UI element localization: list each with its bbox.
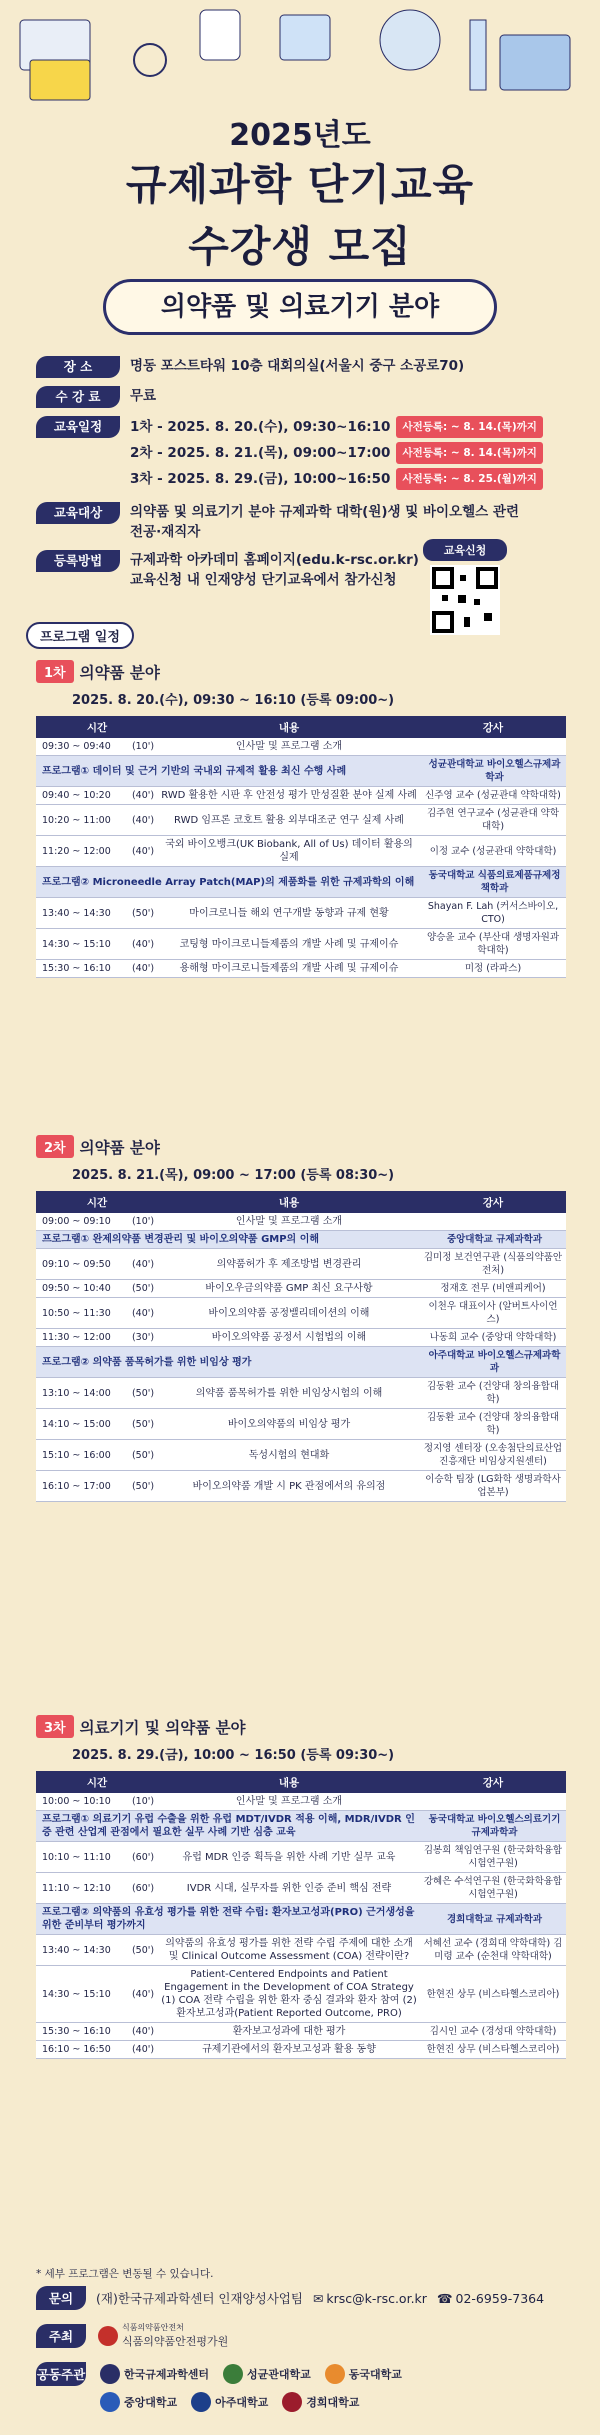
table-row xyxy=(36,1842,566,1873)
content-cell: 의약품허가 후 제조방법 변경관리 xyxy=(158,1249,420,1280)
content-cell: 독성시험의 현대화 xyxy=(158,1440,420,1471)
session-1-date: 2025. 8. 20.(수), 09:30 ~ 16:10 (등록 09:00~) xyxy=(72,693,395,708)
speaker-cell: Shayan F. Lah (커서스바이오, CTO) xyxy=(420,898,566,929)
content-cell: 인사말 및 프로그램 소개 xyxy=(158,1793,420,1811)
table-row xyxy=(36,1471,566,1502)
program-host: 경희대학교 규제과학과 xyxy=(420,1904,566,1935)
schedule-3: 3차 - 2025. 8. 29.(금), 10:00~16:50 xyxy=(130,471,391,487)
session-3-table xyxy=(36,1771,566,2059)
time-cell: 15:10 ~ 16:00 xyxy=(36,1440,128,1471)
speaker-cell: 나동희 교수 (중앙대 약학대학) xyxy=(420,1329,566,1347)
speaker-cell: 이승학 팀장 (LG화학 생명과학사업본부) xyxy=(420,1471,566,1502)
speaker-cell: 양승윤 교수 (부산대 생명자원과학대학) xyxy=(420,929,566,960)
duration-cell: (10') xyxy=(128,1793,158,1811)
content-cell: 의약품의 유효성 평가를 위한 전략 수립 주제에 대한 소개 및 Clinical Outcome Assessment (COA) 전략이란? xyxy=(158,1935,420,1966)
speaker-cell: 김미정 보건연구관 (식품의약품안전처) xyxy=(420,1249,566,1280)
schedule-2: 2차 - 2025. 8. 21.(목), 09:00~17:00 xyxy=(130,445,391,461)
content-cell: 바이오의약품 공정서 시험법의 이해 xyxy=(158,1329,420,1347)
time-cell: 14:30 ~ 15:10 xyxy=(36,1966,128,2023)
qr-code-icon[interactable] xyxy=(430,565,500,635)
time-cell: 09:50 ~ 10:40 xyxy=(36,1280,128,1298)
table-row xyxy=(36,836,566,867)
program-title: 프로그램① 완제의약품 변경관리 및 바이오의약품 GMP의 이해 xyxy=(36,1231,420,1249)
duration-cell: (40') xyxy=(128,2023,158,2041)
program-header-row xyxy=(36,1904,566,1935)
time-cell: 09:40 ~ 10:20 xyxy=(36,787,128,805)
duration-cell: (60') xyxy=(128,1873,158,1904)
content-cell: Patient-Centered Endpoints and Patient Engagement in the Development of COA Strategy (1) COA 전략 수립을 위한 환자 중심 결과와 환자 참여 (2) 환자보고성과(Patient Reported Outcome, PRO) xyxy=(158,1966,420,2023)
program-title: 프로그램② Microneedle Array Patch(MAP)의 제품화를 위한 규제과학의 이해 xyxy=(36,867,420,898)
reg-deadline-3: 사전등록: ~ 8. 25.(월)까지 xyxy=(396,468,542,490)
content-cell: 국외 바이오뱅크(UK Biobank, All of Us) 데이터 활용의 실제 xyxy=(158,836,420,867)
duration-cell: (40') xyxy=(128,805,158,836)
program-title: 프로그램② 의약품 품목허가를 위한 비임상 평가 xyxy=(36,1347,420,1378)
table-row xyxy=(36,1329,566,1347)
reg-deadline-1: 사전등록: ~ 8. 14.(목)까지 xyxy=(396,416,542,438)
content-cell: 용해형 마이크로니들제품의 개발 사례 및 규제이슈 xyxy=(158,960,420,978)
speaker-cell: 정지영 센터장 (오송첨단의료산업진흥재단 비임상지원센터) xyxy=(420,1440,566,1471)
session-2-date: 2025. 8. 21.(목), 09:00 ~ 17:00 (등록 08:30~) xyxy=(72,1168,395,1183)
ajou-logo-icon xyxy=(191,2392,211,2412)
duration-cell: (50') xyxy=(128,1935,158,1966)
duration-cell: (50') xyxy=(128,1471,158,1502)
duration-cell: (50') xyxy=(128,1440,158,1471)
time-cell: 10:50 ~ 11:30 xyxy=(36,1298,128,1329)
speaker-cell xyxy=(420,1793,566,1811)
speaker-cell: 정재호 전무 (비앤피케어) xyxy=(420,1280,566,1298)
duration-cell: (50') xyxy=(128,898,158,929)
session-2-table xyxy=(36,1191,566,1502)
cau-logo: 중앙대학교 xyxy=(100,2392,177,2412)
cohost-tag: 공동주관 xyxy=(36,2362,86,2386)
fee-tag: 수 강 료 xyxy=(36,386,120,408)
skku-logo-icon xyxy=(223,2364,243,2384)
col-speaker: 강사 xyxy=(420,1191,566,1213)
program-host: 동국대학교 바이오헬스의료기기규제과학과 xyxy=(420,1811,566,1842)
host-row xyxy=(36,2322,576,2349)
session-1-table xyxy=(36,716,566,978)
table-row xyxy=(36,805,566,836)
duration-cell: (60') xyxy=(128,1842,158,1873)
inquiry-tag: 문의 xyxy=(36,2286,86,2310)
krsc-logo: 한국규제과학센터 xyxy=(100,2364,209,2384)
register-2: 교육신청 내 인재양성 단기교육에서 참가신청 xyxy=(130,572,397,588)
schedule-1: 1차 - 2025. 8. 20.(수), 09:30~16:10 xyxy=(130,419,391,435)
email-icon: ✉ xyxy=(312,2290,324,2306)
time-cell: 11:20 ~ 12:00 xyxy=(36,836,128,867)
table-row xyxy=(36,1409,566,1440)
time-cell: 10:10 ~ 11:10 xyxy=(36,1842,128,1873)
khu-logo: 경희대학교 xyxy=(282,2392,359,2412)
duration-cell: (30') xyxy=(128,1329,158,1347)
program-header-row xyxy=(36,1811,566,1842)
speaker-cell: 신주영 교수 (성균관대 약학대학) xyxy=(420,787,566,805)
content-cell: RWD 활용한 시판 후 안전성 평가 만성질환 분야 실제 사례 xyxy=(158,787,420,805)
speaker-cell: 강혜은 수석연구원 (한국화학융합시험연구원) xyxy=(420,1873,566,1904)
content-cell: 유럽 MDR 인증 획득을 위한 사례 기반 실무 교육 xyxy=(158,1842,420,1873)
table-row xyxy=(36,1793,566,1811)
place-tag: 장 소 xyxy=(36,356,120,378)
col-speaker: 강사 xyxy=(420,1771,566,1793)
speaker-cell: 김시인 교수 (경성대 약학대학) xyxy=(420,2023,566,2041)
col-content: 내용 xyxy=(158,716,420,738)
table-row xyxy=(36,1440,566,1471)
speaker-cell xyxy=(420,1213,566,1231)
table-row xyxy=(36,960,566,978)
duration-cell: (40') xyxy=(128,960,158,978)
duration-cell: (40') xyxy=(128,2041,158,2059)
time-cell: 14:30 ~ 15:10 xyxy=(36,929,128,960)
time-cell: 09:30 ~ 09:40 xyxy=(36,738,128,756)
speaker-cell: 한현진 상무 (비스타헬스코리아) xyxy=(420,2041,566,2059)
session-3-badge: 3차 xyxy=(36,1715,74,1738)
col-speaker: 강사 xyxy=(420,716,566,738)
speaker-cell: 김주현 연구교수 (성균관대 약학대학) xyxy=(420,805,566,836)
page-subtitle: 수강생 모집 xyxy=(188,222,412,271)
target-tag: 교육대상 xyxy=(36,502,120,524)
register-tag: 등록방법 xyxy=(36,550,120,572)
time-cell: 13:10 ~ 14:00 xyxy=(36,1378,128,1409)
duration-cell: (50') xyxy=(128,1409,158,1440)
content-cell: 환자보고성과에 대한 평가 xyxy=(158,2023,420,2041)
speaker-cell: 서혜선 교수 (경희대 약학대학) 김미령 교수 (순천대 약학대학) xyxy=(420,1935,566,1966)
dongguk-logo: 동국대학교 xyxy=(325,2364,402,2384)
content-cell: 바이오우금의약품 GMP 최신 요구사항 xyxy=(158,1280,420,1298)
speaker-cell: 김동환 교수 (건양대 창의융합대학) xyxy=(420,1409,566,1440)
program-title: 프로그램① 데이터 및 근거 기반의 국내외 규제적 활용 최신 수행 사례 xyxy=(36,756,420,787)
content-cell: 인사말 및 프로그램 소개 xyxy=(158,738,420,756)
duration-cell: (50') xyxy=(128,1280,158,1298)
program-title: 프로그램② 의약품의 유효성 평가를 위한 전략 수립: 환자보고성과(PRO) 근거생성을 위한 준비부터 평가까지 xyxy=(36,1904,420,1935)
time-cell: 16:10 ~ 16:50 xyxy=(36,2041,128,2059)
dongguk-logo-icon xyxy=(325,2364,345,2384)
table-row xyxy=(36,2023,566,2041)
session-1-title: 의약품 분야 xyxy=(79,663,160,682)
table-row xyxy=(36,787,566,805)
place-value: 명동 포스트타워 10층 대회의실(서울시 중구 소공로70) xyxy=(130,358,465,374)
time-cell: 13:40 ~ 14:30 xyxy=(36,1935,128,1966)
speaker-cell xyxy=(420,738,566,756)
table-row xyxy=(36,898,566,929)
duration-cell: (40') xyxy=(128,1966,158,2023)
col-time: 시간 xyxy=(36,1191,158,1213)
time-cell: 15:30 ~ 16:10 xyxy=(36,960,128,978)
session-2 xyxy=(36,1135,566,1502)
speaker-cell: 김봉희 책임연구원 (한국화학융합시험연구원) xyxy=(420,1842,566,1873)
table-row xyxy=(36,738,566,756)
time-cell: 10:00 ~ 10:10 xyxy=(36,1793,128,1811)
khu-logo-icon xyxy=(282,2392,302,2412)
table-row xyxy=(36,1213,566,1231)
table-row xyxy=(36,1280,566,1298)
table-row xyxy=(36,1249,566,1280)
schedule-tag: 교육일정 xyxy=(36,416,120,438)
duration-cell: (40') xyxy=(128,836,158,867)
program-host: 아주대학교 바이오헬스규제과학과 xyxy=(420,1347,566,1378)
time-cell: 15:30 ~ 16:10 xyxy=(36,2023,128,2041)
krsc-logo-icon xyxy=(100,2364,120,2384)
register-1[interactable]: 규제과학 아카데미 홈페이지(edu.k-rsc.or.kr) xyxy=(130,552,419,568)
program-header-row xyxy=(36,867,566,898)
program-header-row xyxy=(36,1231,566,1249)
inquiry-row xyxy=(36,2286,576,2310)
skku-logo: 성균관대학교 xyxy=(223,2364,311,2384)
duration-cell: (50') xyxy=(128,1378,158,1409)
program-host: 성균관대학교 바이오헬스규제과학과 xyxy=(420,756,566,787)
time-cell: 09:00 ~ 09:10 xyxy=(36,1213,128,1231)
year-label: 2025년도 xyxy=(229,118,371,153)
table-row xyxy=(36,1298,566,1329)
speaker-cell: 이천우 대표이사 (알버트사이언스) xyxy=(420,1298,566,1329)
reg-deadline-2: 사전등록: ~ 8. 14.(목)까지 xyxy=(396,442,542,464)
qr-box[interactable] xyxy=(423,539,507,639)
qr-label: 교육신청 xyxy=(423,539,507,561)
table-row xyxy=(36,1935,566,1966)
time-cell: 13:40 ~ 14:30 xyxy=(36,898,128,929)
program-header-row xyxy=(36,1347,566,1378)
time-cell: 09:10 ~ 09:50 xyxy=(36,1249,128,1280)
speaker-cell: 김동환 교수 (건양대 창의융합대학) xyxy=(420,1378,566,1409)
inquiry-email[interactable]: krsc@k-rsc.or.kr xyxy=(326,2290,427,2306)
target-2: 전공·재직자 xyxy=(130,524,201,540)
host-parent: 식품의약품안전처 xyxy=(122,2323,184,2332)
col-content: 내용 xyxy=(158,1771,420,1793)
speaker-cell: 한현진 상무 (비스타헬스코리아) xyxy=(420,1966,566,2023)
duration-cell: (40') xyxy=(128,1249,158,1280)
speaker-cell: 이정 교수 (성균관대 약학대학) xyxy=(420,836,566,867)
session-1-badge: 1차 xyxy=(36,660,74,683)
target-1: 의약품 및 의료기기 분야 규제과학 대학(원)생 및 바이오헬스 관련 xyxy=(130,504,520,520)
duration-cell: (10') xyxy=(128,1213,158,1231)
col-time: 시간 xyxy=(36,716,158,738)
cohost-row xyxy=(36,2362,576,2412)
science-illustration-icon xyxy=(0,0,600,110)
session-1 xyxy=(36,660,566,978)
content-cell: 마이크로니들 해외 연구개발 동향과 규제 현황 xyxy=(158,898,420,929)
content-cell: IVDR 시대, 실무자를 위한 인증 준비 핵심 전략 xyxy=(158,1873,420,1904)
program-host: 중앙대학교 규제과학과 xyxy=(420,1231,566,1249)
field-pill: 의약품 및 의료기기 분야 xyxy=(103,279,497,335)
program-header-row xyxy=(36,756,566,787)
table-row xyxy=(36,1378,566,1409)
table-row xyxy=(36,1966,566,2023)
inquiry-team: (재)한국규제과학센터 인재양성사업팀 xyxy=(96,2291,303,2306)
session-2-badge: 2차 xyxy=(36,1135,74,1158)
time-cell: 14:10 ~ 15:00 xyxy=(36,1409,128,1440)
time-cell: 11:30 ~ 12:00 xyxy=(36,1329,128,1347)
session-3-title: 의료기기 및 의약품 분야 xyxy=(79,1718,246,1737)
content-cell: 코팅형 마이크로니들제품의 개발 사례 및 규제이슈 xyxy=(158,929,420,960)
session-3-date: 2025. 8. 29.(금), 10:00 ~ 16:50 (등록 09:30~) xyxy=(72,1748,395,1763)
content-cell: 바이오의약품의 비임상 평가 xyxy=(158,1409,420,1440)
program-host: 동국대학교 식품의료제품규제정책학과 xyxy=(420,867,566,898)
content-cell: RWD 임프론 코호트 활용 외부대조군 연구 실제 사례 xyxy=(158,805,420,836)
content-cell: 규제기관에서의 환자보고성과 활용 동향 xyxy=(158,2041,420,2059)
table-row xyxy=(36,2041,566,2059)
duration-cell: (10') xyxy=(128,738,158,756)
host-name: 식품의약품안전평가원 xyxy=(122,2335,229,2348)
hero-section xyxy=(0,0,600,356)
program-schedule-label: 프로그램 일정 xyxy=(26,622,134,649)
program-title: 프로그램① 의료기기 유럽 수출을 위한 유럽 MDT/IVDR 적용 이해, MDR/IVDR 인증 관련 산업계 관점에서 필요한 실무 사례 기반 심층 교육 xyxy=(36,1811,420,1842)
content-cell: 바이오의약품 개발 시 PK 관점에서의 유의점 xyxy=(158,1471,420,1502)
fee-value: 무료 xyxy=(130,388,157,404)
col-time: 시간 xyxy=(36,1771,158,1793)
time-cell: 11:10 ~ 12:10 xyxy=(36,1873,128,1904)
ajou-logo: 아주대학교 xyxy=(191,2392,268,2412)
table-row xyxy=(36,929,566,960)
duration-cell: (40') xyxy=(128,787,158,805)
duration-cell: (40') xyxy=(128,1298,158,1329)
session-3 xyxy=(36,1715,566,2059)
content-cell: 바이오의약품 공정밸리데이션의 이해 xyxy=(158,1298,420,1329)
time-cell: 16:10 ~ 17:00 xyxy=(36,1471,128,1502)
mfds-logo-icon xyxy=(98,2326,118,2346)
phone-icon: ☎ xyxy=(436,2290,453,2306)
inquiry-phone[interactable]: 02-6959-7364 xyxy=(455,2290,545,2306)
content-cell: 의약품 품목허가를 위한 비임상시험의 이해 xyxy=(158,1378,420,1409)
col-content: 내용 xyxy=(158,1191,420,1213)
program-note: * 세부 프로그램은 변동될 수 있습니다. xyxy=(36,2268,214,2280)
duration-cell: (40') xyxy=(128,929,158,960)
host-tag: 주최 xyxy=(36,2324,86,2348)
session-2-title: 의약품 분야 xyxy=(79,1138,160,1157)
table-row xyxy=(36,1873,566,1904)
content-cell: 인사말 및 프로그램 소개 xyxy=(158,1213,420,1231)
page-title: 규제과학 단기교육 xyxy=(125,160,475,209)
time-cell: 10:20 ~ 11:00 xyxy=(36,805,128,836)
speaker-cell: 미정 (라파스) xyxy=(420,960,566,978)
cau-logo-icon xyxy=(100,2392,120,2412)
